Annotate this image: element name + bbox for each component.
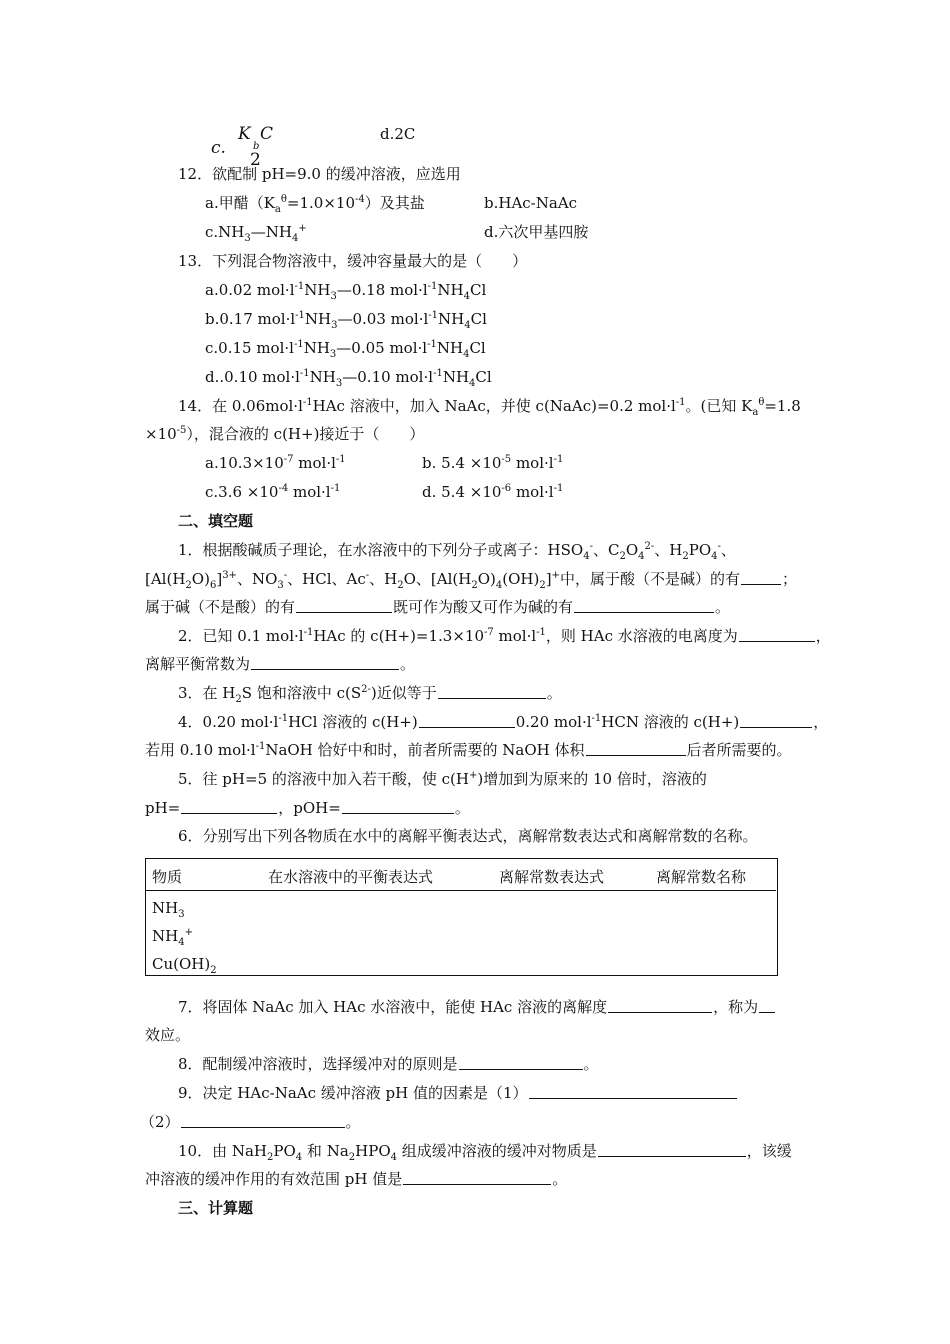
fill9-blank-1[interactable]: [529, 1084, 737, 1099]
fill8-blank[interactable]: [459, 1055, 583, 1070]
fill5-line1: 5．往 pH=5 的溶液中加入若干酸，使 c(H+)增加到为原来的 10 倍时，溶液的: [178, 770, 707, 788]
q12-stem: 12．欲配制 pH=9.0 的缓冲溶液，应选用: [178, 165, 461, 183]
fill8-line: 8．配制缓冲溶液时，选择缓冲对的原则是 。: [178, 1055, 599, 1073]
fill1-blank-acid[interactable]: [741, 570, 781, 585]
fill2-blank-ionization[interactable]: [739, 627, 815, 642]
fill4-blank-volume[interactable]: [586, 741, 686, 756]
q11-fraction-denominator: 2: [250, 150, 261, 170]
table-row-nh3: $NH_3$: [152, 899, 185, 920]
q13-option-d: d..0.10 $mol\cdot l^{-1}NH_3—0.10$ $mol\cdot l^{-1}NH_4Cl$: [205, 368, 492, 389]
fill10-line1: 10．由 $NaH_2PO_4$ 和 $Na_2HPO_4$ 组成缓冲溶液的缓冲对物质是 ，该缓: [178, 1142, 792, 1163]
table-row-cuoh2: $Cu(OH)_2$: [152, 955, 217, 976]
fill5-blank-poh[interactable]: [342, 799, 454, 814]
fill4-line1: 4．0.20 $mol\cdot l^{-1}HCl$ 溶液的 c(H+) 0.20 $mol\cdot l^{-1}HCN$ 溶液的 c(H+) ，: [178, 713, 829, 731]
q11-option-c: [211, 138, 226, 158]
table-header-equilibrium: 在水溶液中的平衡表达式: [268, 868, 434, 886]
q11-fraction-sub: b: [253, 141, 260, 152]
fill4-blank-compare[interactable]: [419, 713, 515, 728]
q12-option-a: a.甲醋$(K_a^\theta=1.0\times 10^{-4})$及其盐: [205, 194, 425, 215]
fill7-line2: 效应。: [145, 1026, 191, 1044]
fill3-blank[interactable]: [438, 684, 546, 699]
q11-fraction-numerator: K: [238, 124, 251, 144]
fill2-blank-constant[interactable]: [251, 655, 399, 670]
fill5-blank-ph[interactable]: [181, 799, 277, 814]
q13-option-a: a.0.02 $mol\cdot l^{-1}NH_3—0.18$ $mol\cdot l^{-1}NH_4Cl$: [205, 281, 487, 302]
q11-c-label: c.: [211, 138, 226, 158]
fill1-line2: $[Al(H_2O)_6]^{3+}$、$NO_3^-$、HCl、Ac-、$H_2O$、$[Al(H_2O)_4(OH)_2]^+$中，属于酸（不是碱）的有 ；: [145, 570, 797, 591]
fill10-line2: 冲溶液的缓冲作用的有效范围 pH 值是 。: [145, 1170, 568, 1188]
table-header-constant-name: 离解常数名称: [656, 868, 747, 886]
fill7-line1: 7．将固体 NaAc 加入 HAc 水溶液中，能使 HAc 溶液的离解度 ，称为: [178, 997, 776, 1017]
q14-stem-line2: $\times 10^{-5}$），混合液的 c(H+)接近于（ ）: [145, 425, 425, 443]
fill9-line2: （2） 。: [140, 1113, 361, 1131]
q12-option-c: $c.NH_3—NH_4^+$: [205, 223, 307, 244]
fill2-line2: 离解平衡常数为 。: [145, 655, 416, 673]
fill4-blank-hcn[interactable]: [740, 713, 812, 728]
fill9-blank-2[interactable]: [181, 1113, 345, 1128]
q12-option-d: d.六次甲基四胺: [484, 223, 589, 241]
fill7-blank-degree[interactable]: [608, 998, 712, 1013]
q11-fraction-var: C: [260, 124, 274, 144]
fill1-line1: 1．根据酸碱质子理论，在水溶液中的下列分子或离子：$HSO_4^-$、$C_2O_4^{2-}$、$H_2PO_4^-$、: [178, 541, 736, 562]
q14-option-a: $a.10.3\times 10^{-7}$ $mol\cdot l^{-1}$: [205, 454, 346, 472]
fill7-blank-effect[interactable]: [759, 998, 775, 1013]
fill10-blank-pair[interactable]: [598, 1142, 746, 1157]
section-fill-in-heading: 二、填空题: [178, 512, 254, 530]
q14-option-c: $c.3.6 \times 10^{-4}$ $mol\cdot l^{-1}$: [205, 483, 341, 501]
section-calculation-heading: 三、计算题: [178, 1199, 254, 1217]
fill5-line2: pH= ，pOH= 。: [145, 799, 470, 817]
q13-stem: 13．下列混合物溶液中，缓冲容量最大的是（ ）: [178, 252, 528, 270]
table-header-constant-expr: 离解常数表达式: [499, 868, 605, 886]
q11-option-d: d.2C: [380, 125, 416, 143]
q14-stem-line1: 14．在 $0.06mol\cdot l^{-1}HAc$ 溶液中，加入 NaAc，并使 c(NaAc)=0.2 $mol\cdot l^{-1}$。(已知 $K_a^\theta=1.8$: [178, 397, 801, 418]
q13-option-c: c.0.15 $mol\cdot l^{-1}NH_3—0.05$ $mol\cdot l^{-1}NH_4Cl$: [205, 339, 486, 360]
fill1-line3: 属于碱（不是酸）的有 既可作为酸又可作为碱的有 。: [145, 598, 731, 616]
table-row-nh4: $NH_4^+$: [152, 927, 193, 948]
fill6-stem: 6．分别写出下列各物质在水中的离解平衡表达式，离解常数表达式和离解常数的名称。: [178, 827, 758, 845]
fill1-blank-base[interactable]: [296, 598, 392, 613]
q13-option-b: b.0.17 $mol\cdot l^{-1}NH_3—0.03$ $mol\cdot l^{-1}NH_4Cl$: [205, 310, 487, 331]
q12-option-b: b.HAc-NaAc: [484, 194, 578, 212]
q14-option-b: b. $5.4 \times 10^{-5}$ $mol\cdot l^{-1}$: [422, 454, 564, 472]
table-header-substance: 物质: [152, 868, 183, 886]
fill1-blank-amphoteric[interactable]: [574, 598, 714, 613]
fill3-line: 3．在 $H_2S$ 饱和溶液中 $c(S^{2-})$近似等于 。: [178, 684, 562, 705]
fill2-line1: 2．已知 0.1 $mol\cdot l^{-1}HAc$ 的 $c(H+)=1.3\times 10^{-7}$ $mol\cdot l^{-1}$，则 HAc 水溶液的电离度为 ，: [178, 627, 831, 645]
fill4-line2: 若用 0.10 $mol\cdot l^{-1}NaOH$ 恰好中和时，前者所需要的 NaOH 体积 后者所需要的。: [145, 741, 792, 759]
fill10-blank-range[interactable]: [403, 1170, 551, 1185]
q14-option-d: d. $5.4 \times 10^{-6}$ $mol\cdot l^{-1}$: [422, 483, 564, 501]
fill9-line1: 9．决定 HAc-NaAc 缓冲溶液 pH 值的因素是（1）: [178, 1083, 738, 1103]
dissociation-table-header: [146, 860, 776, 891]
